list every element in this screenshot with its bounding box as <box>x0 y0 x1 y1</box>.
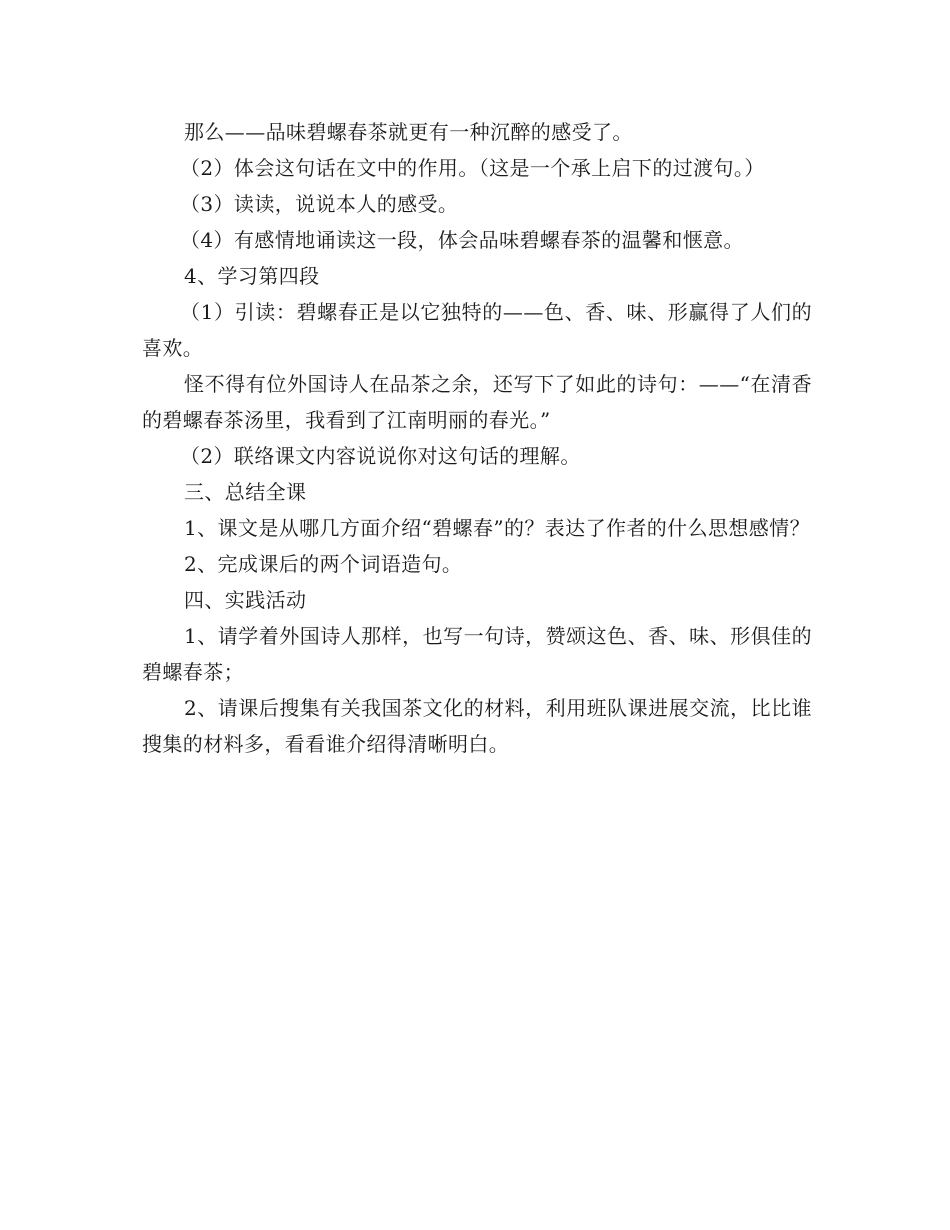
paragraph-step-4-recite: （4）有感情地诵读这一段，体会品味碧螺春茶的温馨和惬意。 <box>180 228 744 252</box>
paragraph-summary-feeling: 那么——品味碧螺春茶就更有一种沉醉的感受了。 <box>184 120 633 144</box>
document-body <box>142 114 812 762</box>
paragraph-step-2-role: （2）体会这句话在文中的作用。（这是一个承上启下的过渡句。） <box>180 156 765 180</box>
paragraph-step-3-read: （3）读读，说说本人的感受。 <box>180 192 459 216</box>
paragraph-practice-research: 2、请课后搜集有关我国茶文化的材料，利用班队课进展交流，比比谁搜集的材料多，看看谁介绍得清晰明白。 <box>142 696 812 756</box>
paragraph-understanding: （2）联络课文内容说说你对这句话的理解。 <box>180 444 581 468</box>
paragraph-poet-quote: 怪不得有位外国诗人在品茶之余，还写下了如此的诗句：——“在清香的碧螺春茶汤里，我看到了江南明丽的春光。” <box>142 372 812 432</box>
section-heading-4: 4、学习第四段 <box>184 264 320 288</box>
paragraph-guided-reading: （1）引读：碧螺春正是以它独特的——色、香、味、形赢得了人们的喜欢。 <box>142 300 812 360</box>
paragraph-summary-question: 1、课文是从哪几方面介绍“碧螺春”的？表达了作者的什么思想感情？ <box>184 516 810 540</box>
paragraph-sentence-task: 2、完成课后的两个词语造句。 <box>184 552 463 576</box>
section-heading-summary: 三、总结全课 <box>184 480 307 504</box>
section-heading-practice: 四、实践活动 <box>184 588 307 612</box>
paragraph-practice-poem: 1、请学着外国诗人那样，也写一句诗，赞颂这色、香、味、形俱佳的碧螺春茶； <box>142 624 812 684</box>
